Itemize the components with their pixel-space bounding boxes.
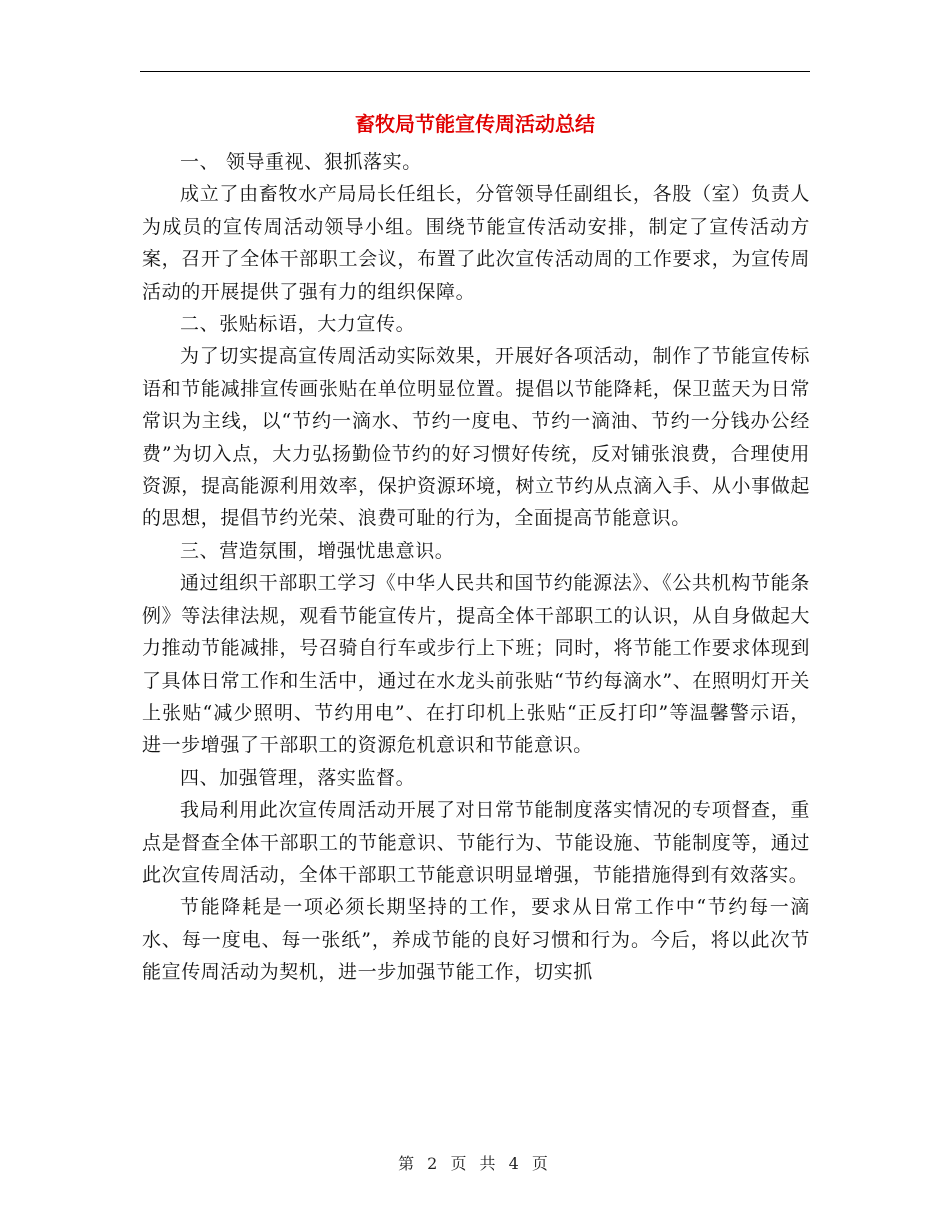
section-heading-2: 二、张贴标语，大力宣传。 (180, 313, 416, 336)
paragraph-5: 节能降耗是一项必须长期坚持的工作，要求从日常工作中“节约每一滴水、每一度电、每一张纸”，养成节能的良好习惯和行为。今后，将以此次节能宣传周活动为契机，进一步加强节能工作，切实抓 (142, 896, 810, 984)
paragraph-1: 成立了由畜牧水产局局长任组长，分管领导任副组长，各股（室）负责人为成员的宣传周活动领导小组。围绕节能宣传活动安排，制定了宣传活动方案，召开了全体干部职工会议，布置了此次宣传活动周的工作要求，为宣传周活动的开展提供了强有力的组织保障。 (142, 183, 810, 303)
paragraph-3: 通过组织干部职工学习《中华人民共和国节约能源法》、《公共机构节能条例》等法律法规，观看节能宣传片，提高全体干部职工的认识，从自身做起大力推动节能减排，号召骑自行车或步行上下班；同时，将节能工作要求体现到了具体日常工作和生活中，通过在水龙头前张贴“节约每滴水”、在照明灯开关上张贴“减少照明、节约用电”、在打印机上张贴“正反打印”等温馨警示语，进一步增强了干部职工的资源危机意识和节能意识。 (142, 572, 810, 757)
paragraph-4: 我局利用此次宣传周活动开展了对日常节能制度落实情况的专项督查，重点是督查全体干部职工的节能意识、节能行为、节能设施、节能制度等，通过此次宣传周活动，全体干部职工节能意识明显增强，节能措施得到有效落实。 (142, 799, 810, 886)
paragraph-2: 为了切实提高宣传周活动实际效果，开展好各项活动，制作了节能宣传标语和节能减排宣传画张贴在单位明显位置。提倡以节能降耗，保卫蓝天为日常常识为主线，以“节约一滴水、节约一度电、节约一滴油、节约一分钱办公经费”为切入点，大力弘扬勤俭节约的好习惯好传统，反对铺张浪费，合理使用资源，提高能源利用效率，保护资源环境，树立节约从点滴入手、从小事做起的思想，提倡节约光荣、浪费可耻的行为，全面提高节能意识。 (142, 345, 810, 530)
section-heading-1: 一、 领导重视、狠抓落实。 (180, 151, 422, 173)
section-heading-3: 三、营造氛围，增强忧患意识。 (180, 539, 455, 562)
page-footer: 第 2 页 共 4 页 (398, 1154, 552, 1173)
header-rule (140, 71, 810, 72)
section-heading-4: 四、加强管理，落实监督。 (180, 766, 416, 789)
document-title: 畜牧局节能宣传周活动总结 (355, 112, 595, 136)
document-body (142, 146, 810, 989)
